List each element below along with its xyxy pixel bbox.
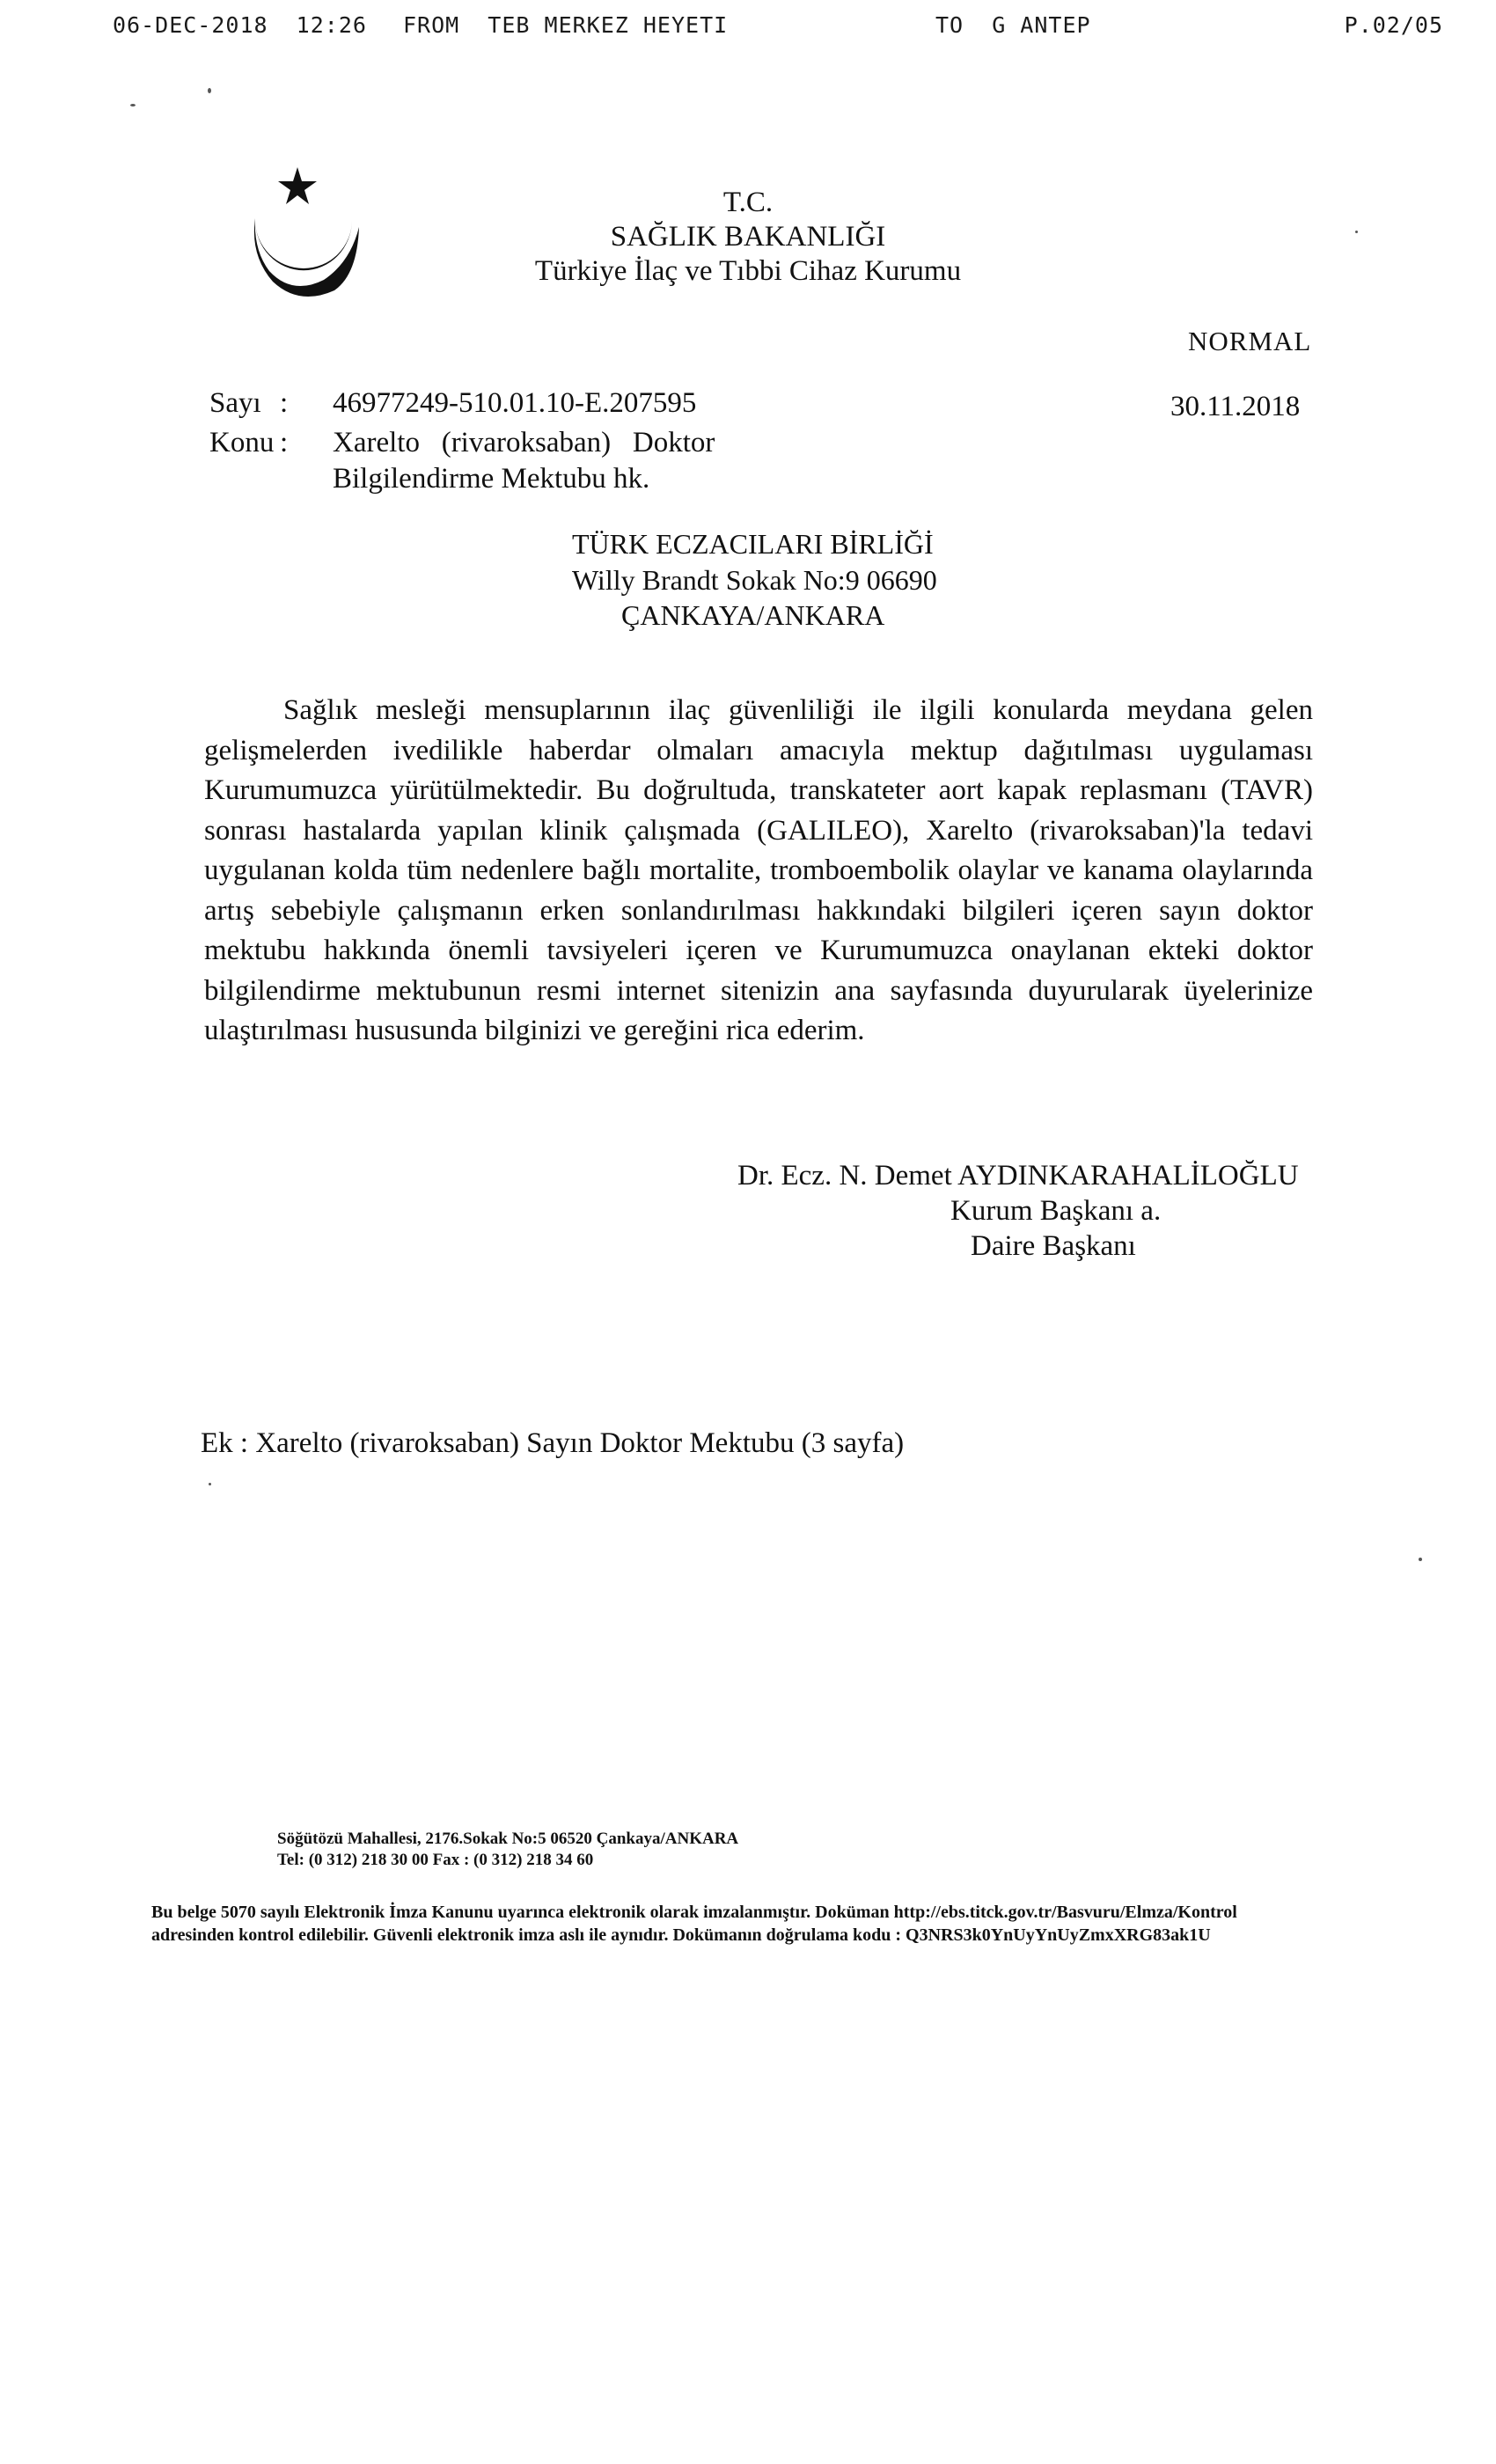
konu-value-line1: Xarelto (rivaroksaban) Doktor bbox=[333, 427, 715, 458]
attachment-note: Ek : Xarelto (rivaroksaban) Sayın Doktor Mektubu (3 sayfa) bbox=[201, 1427, 905, 1459]
recipient-address: Willy Brandt Sokak No:9 06690 bbox=[572, 564, 937, 596]
konu-value-line2: Bilgilendirme Mektubu hk. bbox=[333, 463, 650, 495]
konu-colon: : bbox=[280, 427, 289, 458]
letterhead-ministry: SAĞLIK BAKANLIĞI bbox=[610, 221, 886, 253]
footer-address: Söğütözü Mahallesi, 2176.Sokak No:5 06520 Çankaya/ANKARA bbox=[277, 1830, 739, 1848]
scan-speck bbox=[130, 104, 136, 106]
letterhead-tc: T.C. bbox=[722, 187, 774, 218]
fax-date-time: 06-DEC-2018 12:26 bbox=[113, 12, 367, 38]
scan-speck bbox=[209, 1483, 211, 1485]
letter-body bbox=[204, 691, 1313, 1052]
footer-contact: Tel: (0 312) 218 30 00 Fax : (0 312) 218 34 60 bbox=[277, 1851, 594, 1869]
document-date: 30.11.2018 bbox=[1170, 391, 1301, 422]
signatory-department: Daire Başkanı bbox=[971, 1230, 1136, 1262]
recipient-name: TÜRK ECZACILARI BİRLİĞİ bbox=[572, 528, 934, 560]
scan-speck bbox=[208, 88, 211, 93]
fax-from: FROM TEB MERKEZ HEYETI bbox=[403, 12, 729, 38]
fax-header bbox=[113, 12, 1443, 48]
fax-page: P.02/05 bbox=[1344, 12, 1443, 38]
sayi-value: 46977249-510.01.10-E.207595 bbox=[333, 387, 697, 419]
konu-label: Konu bbox=[209, 427, 275, 458]
scan-speck bbox=[1355, 231, 1358, 233]
classification-label: NORMAL bbox=[1188, 326, 1312, 356]
footer-legal-line1: Bu belge 5070 sayılı Elektronik İmza Kanunu uyarınca elektronik olarak imzalanmıştır. Doküman http://ebs.titck.gov.tr/Basvuru/Elmza/Kontrol bbox=[151, 1903, 1237, 1922]
body-paragraph: Sağlık mesleği mensuplarının ilaç güvenliliği ile ilgili konularda meydana gelen gelişmelerden ivedilikle haberdar olmaları amacıyla mektup dağıtılması uygulaması Kurumumuzca yürütülmektedir. Bu doğrultuda, transkateter aort kapak replasmanı (TAVR) sonrası hastalarda yapılan klinik çalışmada (GALILEO), Xarelto (rivaroksaban)'la tedavi uygulanan kolda tüm nedenlere bağlı mortalite, tromboembolik olaylar ve kanama olaylarında artış sebebiyle çalışmanın erken sonlandırılması hakkındaki bilgileri içeren sayın doktor mektubu hakkında önemli tavsiyeleri içeren ve Kurumumuzca onaylanan ekteki doktor bilgilendirme mektubunun resmi internet sitenizin ana sayfasında duyurularak üyelerinize ulaştırılması hususunda bilginizi ve gereğini rica ederim. bbox=[204, 694, 1313, 1046]
fax-to: TO G ANTEP bbox=[935, 12, 1091, 38]
letterhead-institution: Türkiye İlaç ve Tıbbi Cihaz Kurumu bbox=[534, 255, 962, 287]
sayi-colon: : bbox=[280, 387, 289, 419]
scan-speck bbox=[1419, 1558, 1422, 1561]
recipient-city: ÇANKAYA/ANKARA bbox=[621, 599, 885, 631]
crescent-star-logo bbox=[238, 158, 378, 317]
footer-legal-line2: adresinden kontrol edilebilir. Güvenli elektronik imza aslı ile aynıdır. Dokümanın doğrulama kodu : Q3NRS3k0YnUyYnUyZmxXRG83ak1U bbox=[151, 1925, 1211, 1945]
sayi-label: Sayı bbox=[209, 387, 261, 419]
signatory-name: Dr. Ecz. N. Demet AYDINKARAHALİLOĞLU bbox=[737, 1160, 1299, 1192]
signatory-title: Kurum Başkanı a. bbox=[950, 1195, 1162, 1227]
footer-legal-notice bbox=[151, 1901, 1287, 1947]
